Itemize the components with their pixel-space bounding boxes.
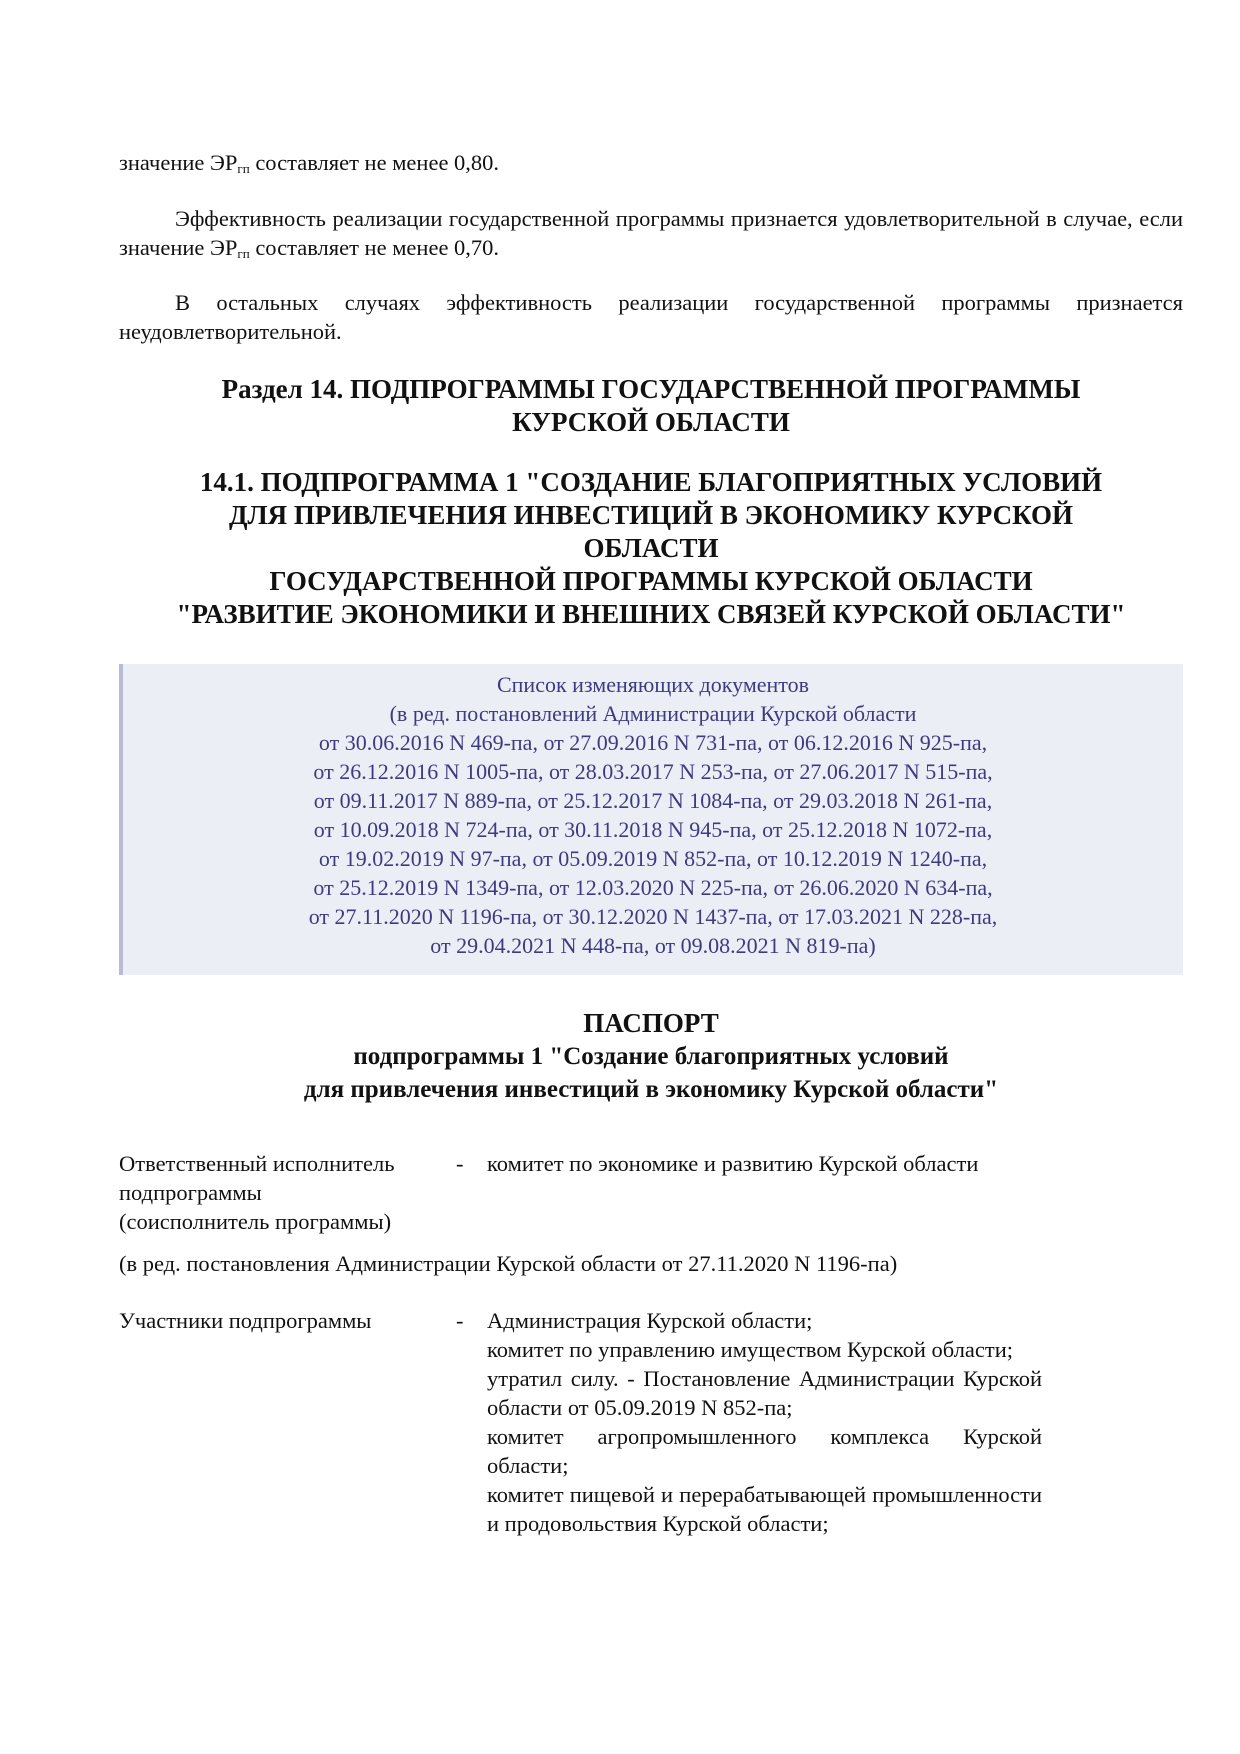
amendments-title: Список изменяющих документов xyxy=(496,672,809,697)
subscript: гп xyxy=(237,161,250,176)
passport-subtitle-line: для привлечения инвестиций в экономику Курской области" xyxy=(303,1076,999,1103)
passport-row-label-participants: Участники подпрограммы xyxy=(119,1308,372,1333)
amendments-line: от 30.06.2016 N 469-па, от 27.09.2016 N 731-па, от 06.12.2016 N 925-па, xyxy=(318,730,988,755)
amendments-line: от 26.12.2016 N 1005-па, от 28.03.2017 N 253-па, от 27.06.2017 N 515-па, xyxy=(313,759,993,784)
heading-line: Раздел 14. ПОДПРОГРАММЫ ГОСУДАРСТВЕННОЙ ПРОГРАММЫ xyxy=(221,374,1081,404)
section-heading xyxy=(119,373,1183,439)
amendment-note: (в ред. постановления Администрации Курской области от 27.11.2020 N 1196-па) xyxy=(119,1251,898,1276)
amendments-line: от 25.12.2019 N 1349-па, от 12.03.2020 N 225-па, от 26.06.2020 N 634-па, xyxy=(313,875,993,900)
amendments-box xyxy=(119,664,1183,975)
heading-line: ДЛЯ ПРИВЛЕЧЕНИЯ ИНВЕСТИЦИЙ В ЭКОНОМИКУ КУРСКОЙ xyxy=(228,500,1074,530)
passport-row-value-executor: комитет по экономике и развитию Курской области xyxy=(487,1151,979,1176)
paragraph-satisfactory xyxy=(119,204,1183,268)
amendments-line: (в ред. постановлений Администрации Курской области xyxy=(389,701,917,726)
paragraph-text: составляет не менее 0,70. xyxy=(249,235,500,260)
passport-subtitle-line: подпрограммы 1 "Создание благоприятных условий xyxy=(353,1043,949,1070)
subsection-heading xyxy=(119,466,1183,631)
paragraph-text: составляет не менее 0,80. xyxy=(249,150,500,175)
paragraph-unsatisfactory: В остальных случаях эффективность реализации государственной программы признается неудовлетворительной. xyxy=(119,290,1183,344)
label-line: подпрограммы xyxy=(119,1180,262,1205)
amendments-line: от 29.04.2021 N 448-па, от 09.08.2021 N 819-па) xyxy=(430,933,876,958)
passport-row-value-participants xyxy=(487,1306,1042,1538)
participant-item: Администрация Курской области; xyxy=(487,1308,813,1333)
passport-row-label-executor xyxy=(119,1149,449,1236)
heading-line: ГОСУДАРСТВЕННОЙ ПРОГРАММЫ КУРСКОЙ ОБЛАСТИ xyxy=(269,566,1033,596)
label-line: Ответственный исполнитель xyxy=(119,1151,395,1176)
amendments-line: от 10.09.2018 N 724-па, от 30.11.2018 N 945-па, от 25.12.2018 N 1072-па, xyxy=(313,817,993,842)
amendments-line: от 19.02.2019 N 97-па, от 05.09.2019 N 852-па, от 10.12.2019 N 1240-па, xyxy=(318,846,988,871)
heading-line: ОБЛАСТИ xyxy=(583,533,719,563)
row-dash: - xyxy=(456,1151,464,1176)
paragraph-text: Эффективность реализации государственной программы признается удовлетворительной в случае, если значение ЭР xyxy=(119,206,1183,260)
paragraph-text: значение ЭР xyxy=(119,150,238,175)
paragraph-threshold-high xyxy=(119,148,1183,183)
row-dash: - xyxy=(456,1308,464,1333)
subscript: гп xyxy=(237,246,250,261)
heading-line: КУРСКОЙ ОБЛАСТИ xyxy=(512,407,790,437)
participant-item: комитет пищевой и перерабатывающей промышленности и продовольствия Курской области; xyxy=(487,1482,1042,1536)
amendments-line: от 09.11.2017 N 889-па, от 25.12.2017 N 1084-па, от 29.03.2018 N 261-па, xyxy=(313,788,993,813)
heading-line: 14.1. ПОДПРОГРАММА 1 "СОЗДАНИЕ БЛАГОПРИЯТНЫХ УСЛОВИЙ xyxy=(199,467,1103,497)
label-line: (соисполнитель программы) xyxy=(119,1209,392,1234)
participant-item: комитет по управлению имуществом Курской области; xyxy=(487,1337,1014,1362)
participant-item: утратил силу. - Постановление Администрации Курской области от 05.09.2019 N 852-па; xyxy=(487,1366,1042,1420)
heading-line: "РАЗВИТИЕ ЭКОНОМИКИ И ВНЕШНИХ СВЯЗЕЙ КУРСКОЙ ОБЛАСТИ" xyxy=(176,599,1126,629)
passport-title: ПАСПОРТ xyxy=(583,1008,719,1038)
amendments-line: от 27.11.2020 N 1196-па, от 30.12.2020 N 1437-па, от 17.03.2021 N 228-па, xyxy=(308,904,998,929)
participant-item: комитет агропромышленного комплекса Курской области; xyxy=(487,1424,1042,1478)
